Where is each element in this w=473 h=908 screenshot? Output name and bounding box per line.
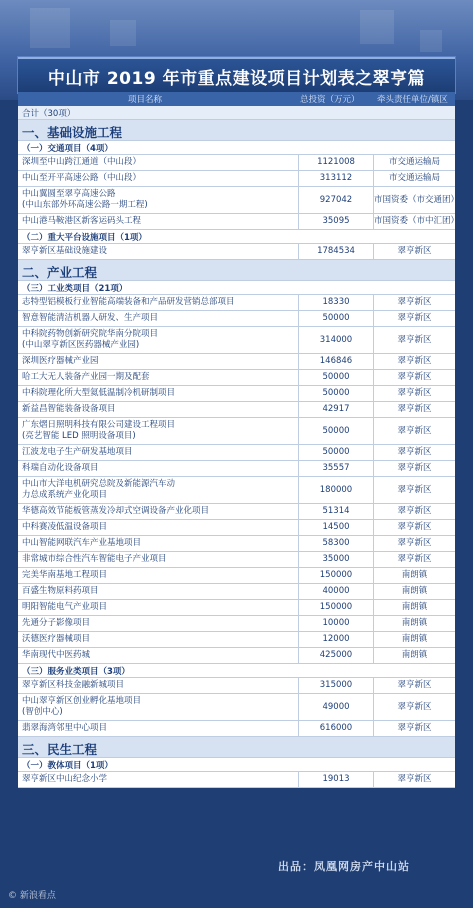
column-divider — [373, 354, 374, 369]
responsible-dept: 翠亨新区 — [397, 774, 432, 784]
responsible-dept: 翠亨新区 — [397, 522, 432, 532]
project-name — [22, 463, 296, 474]
project-name — [22, 372, 296, 383]
table-row — [18, 354, 455, 370]
table-row — [18, 520, 455, 536]
responsible-dept: 翠亨新区 — [397, 680, 432, 690]
table-row — [18, 214, 460, 230]
column-divider — [298, 504, 299, 519]
column-divider — [373, 568, 374, 583]
project-name — [22, 297, 296, 308]
responsible-dept: 翠亨新区 — [397, 313, 432, 323]
decoration-square — [110, 20, 136, 46]
project-name — [22, 313, 296, 324]
column-divider — [298, 295, 299, 310]
investment-value: 314000 — [319, 334, 353, 345]
project-name — [22, 157, 296, 168]
investment-value: 50000 — [322, 425, 350, 436]
responsible-dept: 南朗镇 — [401, 634, 428, 644]
investment-value: 35095 — [322, 216, 350, 226]
section-heading — [18, 260, 455, 281]
responsible-dept: 翠亨新区 — [397, 334, 432, 345]
project-name — [22, 618, 296, 629]
table-row — [18, 632, 455, 648]
investment-value: 50000 — [322, 313, 350, 323]
column-divider — [373, 648, 374, 663]
project-name — [22, 696, 296, 718]
project-name-line: 中科院理化所大型氦低温制冷机研制项目 — [22, 388, 176, 398]
section-label: 三、民生工程 — [22, 742, 98, 757]
column-divider — [373, 327, 374, 353]
column-divider — [373, 477, 374, 503]
project-name-line: 中科赛凌低温设备项目 — [22, 522, 108, 532]
project-name-line: 智意智能清洁机器人研发、生产项目 — [22, 313, 159, 323]
investment-value: 58300 — [322, 538, 350, 548]
column-divider — [373, 694, 374, 720]
credit-text: 出品：凤凰网房产中山站 — [278, 860, 410, 873]
project-name-line: 志特型铝模板行业智能高端装备和产品研发营销总部项目 — [22, 297, 235, 307]
project-name-line: (中山翠亨新区医药器械产业园) — [22, 340, 140, 350]
subsection-label: （三）服务业类项目（3项） — [22, 667, 130, 677]
column-divider — [298, 311, 299, 326]
project-name — [22, 680, 296, 691]
column-divider — [373, 600, 374, 615]
investment-value: 40000 — [322, 586, 350, 596]
responsible-dept: 翠亨新区 — [397, 297, 432, 307]
project-name-line: (亮艺智能 LED 照明设备项目) — [22, 431, 136, 441]
responsible-dept: 翠亨新区 — [397, 463, 432, 473]
column-divider — [373, 386, 374, 401]
table-row — [18, 327, 455, 354]
decoration-square — [30, 8, 70, 48]
table-row — [18, 418, 455, 445]
watermark-text: © 新浪看点 — [8, 891, 56, 901]
column-divider — [298, 327, 299, 353]
column-divider — [373, 445, 374, 460]
project-name — [22, 634, 296, 645]
project-name-line: 完美华南基地工程项目 — [22, 570, 108, 580]
column-divider — [298, 171, 299, 186]
table-row — [18, 616, 455, 632]
column-divider — [298, 155, 299, 170]
responsible-dept: 市交通运输局 — [388, 157, 440, 167]
responsible-dept: 翠亨新区 — [397, 538, 432, 548]
table-row — [18, 772, 455, 788]
project-name-line: (智创中心) — [22, 707, 63, 717]
page-title-bar — [18, 57, 455, 93]
investment-value: 50000 — [322, 447, 350, 457]
column-divider — [373, 721, 374, 736]
column-divider — [298, 694, 299, 720]
decoration-square — [360, 10, 394, 44]
column-divider — [298, 402, 299, 417]
table-row — [18, 187, 460, 214]
table-row — [18, 536, 455, 552]
column-divider — [373, 370, 374, 385]
investment-value: 180000 — [319, 484, 353, 495]
table-row — [18, 386, 455, 402]
investment-value: 50000 — [322, 388, 350, 398]
project-name — [22, 774, 296, 785]
subsection-heading — [18, 141, 455, 155]
responsible-dept: 翠亨新区 — [397, 246, 432, 256]
project-name-line: 翠亨新区科技金融新城项目 — [22, 680, 125, 690]
project-name-line: 深圳至中山跨江通道（中山段） — [22, 157, 142, 167]
column-divider — [373, 244, 374, 259]
table-row — [18, 648, 455, 664]
table-row — [18, 504, 455, 520]
column-divider — [373, 520, 374, 535]
responsible-dept: 翠亨新区 — [397, 554, 432, 564]
investment-value: 42917 — [322, 404, 350, 414]
responsible-dept: 翠亨新区 — [397, 701, 432, 712]
project-name-line: (中山东部外环高速公路一期工程) — [22, 200, 148, 210]
responsible-dept: 翠亨新区 — [397, 372, 432, 382]
table-row — [18, 445, 455, 461]
project-name — [22, 650, 296, 661]
column-divider — [298, 616, 299, 631]
investment-value: 1121008 — [317, 157, 355, 167]
subsection-heading — [18, 664, 455, 678]
column-divider — [298, 418, 299, 444]
project-name — [22, 189, 296, 211]
column-divider — [298, 600, 299, 615]
column-divider — [298, 386, 299, 401]
responsible-dept: 翠亨新区 — [397, 425, 432, 436]
subsection-label: （一）教体项目（1项） — [22, 761, 113, 771]
project-name — [22, 246, 296, 257]
project-name-line: 中山翠亨新区创业孵化基地项目 — [22, 696, 142, 706]
investment-value: 150000 — [319, 602, 353, 612]
project-name-line: 中山市大洋电机研究总院及新能源汽车动 — [22, 479, 176, 489]
project-name — [22, 173, 296, 184]
column-divider — [298, 461, 299, 476]
project-name — [22, 447, 296, 458]
table-row — [18, 552, 455, 568]
project-name-line: 先通分子影像项目 — [22, 618, 91, 628]
investment-value: 35557 — [322, 463, 350, 473]
table-row — [18, 678, 455, 694]
section-heading — [18, 120, 455, 141]
project-name-line: 广东熠日照明科技有限公司建设工程项目 — [22, 420, 176, 430]
subsection-heading — [18, 758, 455, 772]
responsible-dept: 南朗镇 — [401, 586, 428, 596]
project-name-line: 华德高效节能板管蒸发冷却式空调设备产业化项目 — [22, 506, 210, 516]
project-name — [22, 586, 296, 597]
project-name-line: 中科院药物创新研究院华南分院项目 — [22, 329, 159, 339]
column-divider — [373, 584, 374, 599]
table-row — [18, 461, 455, 477]
column-divider — [298, 370, 299, 385]
column-divider — [373, 772, 374, 787]
investment-value: 10000 — [322, 618, 350, 628]
responsible-dept: 翠亨新区 — [397, 388, 432, 398]
responsible-dept: 南朗镇 — [401, 570, 428, 580]
table-row — [18, 584, 455, 600]
responsible-dept: 市交通运输局 — [388, 173, 440, 183]
project-name-line: 力总成系统产业化项目 — [22, 490, 108, 500]
header-name: 项目名称 — [128, 95, 163, 105]
column-divider — [298, 772, 299, 787]
investment-value: 19013 — [322, 774, 350, 784]
project-name — [22, 420, 296, 442]
investment-value: 51314 — [322, 506, 350, 516]
column-divider — [298, 552, 299, 567]
column-divider — [298, 187, 299, 213]
column-divider — [298, 648, 299, 663]
table-row — [18, 370, 455, 386]
responsible-dept: 市国资委（市中汇团） — [374, 216, 460, 226]
decoration-square — [420, 30, 442, 52]
column-divider — [298, 678, 299, 693]
project-name-line: 翠亨新区基础设施建设 — [22, 246, 108, 256]
table-row — [18, 295, 455, 311]
investment-value: 927042 — [319, 194, 353, 205]
column-divider — [373, 461, 374, 476]
column-divider — [373, 187, 374, 213]
table-row — [18, 155, 455, 171]
column-divider — [373, 632, 374, 647]
project-name-line: 江波龙电子生产研发基地项目 — [22, 447, 133, 457]
section-heading — [18, 737, 455, 758]
responsible-dept: 翠亨新区 — [397, 723, 432, 733]
subsection-heading — [18, 281, 455, 295]
total-row — [18, 106, 455, 120]
column-divider — [298, 354, 299, 369]
project-name-line: 中山智能网联汽车产业基地项目 — [22, 538, 142, 548]
header-dept: 牵头责任单位/镇区 — [377, 95, 448, 105]
project-name — [22, 216, 296, 227]
column-divider — [298, 477, 299, 503]
investment-value: 315000 — [319, 680, 353, 690]
project-name — [22, 522, 296, 533]
table-row — [18, 477, 455, 504]
column-divider — [373, 536, 374, 551]
project-name — [22, 404, 296, 415]
responsible-dept: 翠亨新区 — [397, 484, 432, 495]
investment-value: 150000 — [319, 570, 353, 580]
project-name — [22, 723, 296, 734]
project-name-line: 翠亨新区中山纪念小学 — [22, 774, 108, 784]
project-name-line: 哈工大无人装备产业园一期及配套 — [22, 372, 150, 382]
responsible-dept: 南朗镇 — [401, 618, 428, 628]
investment-value: 14500 — [322, 522, 350, 532]
investment-value: 50000 — [322, 372, 350, 382]
column-divider — [298, 568, 299, 583]
table-row — [18, 311, 455, 327]
header-investment: 总投资（万元） — [300, 95, 360, 105]
project-table — [18, 106, 460, 788]
project-name — [22, 479, 296, 501]
responsible-dept: 南朗镇 — [401, 602, 428, 612]
project-name-line: 非常城市综合性汽车智能电子产业项目 — [22, 554, 167, 564]
project-name-line: 华南现代中医药城 — [22, 650, 91, 660]
column-divider — [298, 445, 299, 460]
column-divider — [298, 244, 299, 259]
subsection-label: （一）交通项目（4项） — [22, 144, 113, 154]
responsible-dept: 南朗镇 — [401, 650, 428, 660]
column-divider — [373, 678, 374, 693]
table-row — [18, 600, 455, 616]
responsible-dept: 翠亨新区 — [397, 356, 432, 366]
table-row — [18, 721, 455, 737]
subsection-heading — [18, 230, 455, 244]
column-divider — [373, 504, 374, 519]
project-name — [22, 356, 296, 367]
section-label: 一、基础设施工程 — [22, 125, 123, 140]
column-divider — [373, 616, 374, 631]
project-name-line: 明阳智能电气产业项目 — [22, 602, 108, 612]
project-name-line: 翡翠海湾邻里中心项目 — [22, 723, 108, 733]
responsible-dept: 翠亨新区 — [397, 404, 432, 414]
project-name — [22, 506, 296, 517]
project-name — [22, 388, 296, 399]
project-name — [22, 538, 296, 549]
investment-value: 425000 — [319, 650, 353, 660]
responsible-dept: 翠亨新区 — [397, 506, 432, 516]
column-divider — [373, 311, 374, 326]
investment-value: 12000 — [322, 634, 350, 644]
column-divider — [373, 295, 374, 310]
investment-value: 616000 — [319, 723, 353, 733]
column-divider — [298, 536, 299, 551]
table-row — [18, 402, 455, 418]
investment-value: 313112 — [319, 173, 353, 183]
project-name-line: 科瑞自动化设备项目 — [22, 463, 99, 473]
project-name-line: 新益昌智能装备设备项目 — [22, 404, 116, 414]
project-name-line: 中山至开平高速公路（中山段） — [22, 173, 142, 183]
column-divider — [373, 214, 374, 229]
column-divider — [298, 520, 299, 535]
table-row — [18, 244, 455, 260]
investment-value: 18330 — [322, 297, 350, 307]
responsible-dept: 翠亨新区 — [397, 447, 432, 457]
project-name-line: 沃德医疗器械项目 — [22, 634, 91, 644]
column-divider — [373, 552, 374, 567]
column-divider — [298, 632, 299, 647]
column-divider — [373, 402, 374, 417]
project-name-line: 深圳医疗器械产业园 — [22, 356, 99, 366]
investment-value: 35000 — [322, 554, 350, 564]
investment-value: 49000 — [322, 701, 350, 712]
table-header — [18, 92, 455, 106]
project-name — [22, 554, 296, 565]
column-divider — [298, 214, 299, 229]
section-label: 二、产业工程 — [22, 265, 98, 280]
total-label: 合计（30项） — [22, 109, 76, 119]
project-name-line: 百盛生物原料药项目 — [22, 586, 99, 596]
project-name — [22, 329, 296, 351]
table-row — [18, 694, 455, 721]
page-title: 中山市 2019 年市重点建设项目计划表之翠亨篇 — [47, 68, 426, 89]
column-divider — [298, 584, 299, 599]
column-divider — [373, 155, 374, 170]
column-divider — [373, 171, 374, 186]
column-divider — [298, 721, 299, 736]
table-row — [18, 568, 455, 584]
project-name — [22, 602, 296, 613]
investment-value: 146846 — [319, 356, 353, 366]
project-name-line: 中山翼圆至翠亨高速公路 — [22, 189, 116, 199]
subsection-label: （三）工业类项目（21项） — [22, 284, 128, 294]
project-name — [22, 570, 296, 581]
project-name-line: 中山港马鞍港区新客运码头工程 — [22, 216, 142, 226]
investment-value: 1784534 — [317, 246, 355, 256]
column-divider — [373, 418, 374, 444]
table-row — [18, 171, 455, 187]
subsection-label: （二）重大平台设施项目（1项） — [22, 233, 147, 243]
responsible-dept: 市国资委（市交通团） — [374, 194, 460, 205]
